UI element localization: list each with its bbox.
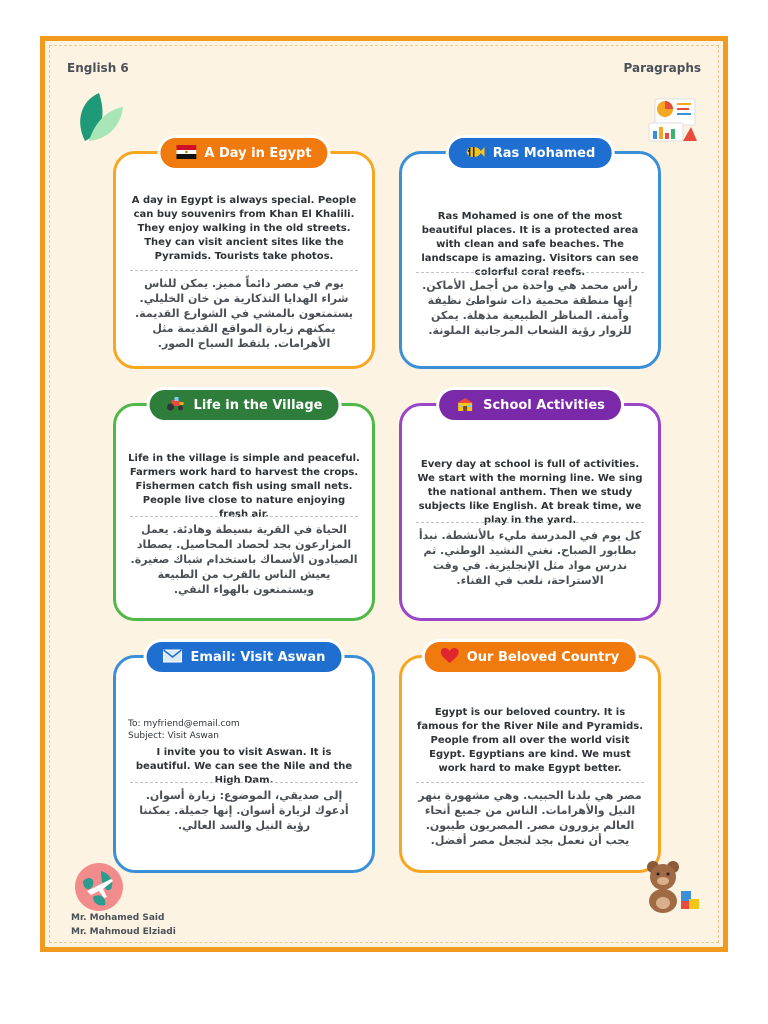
egypt-flag-icon xyxy=(176,145,196,162)
school-icon xyxy=(455,397,475,414)
english-paragraph: Life in the village is simple and peaceful. Farmers work hard to harvest the crops. Fishermen catch fish using small nets. People live close to nature enjoying fresh air. xyxy=(128,453,360,520)
email-subject: Subject: Visit Aswan xyxy=(128,731,220,741)
email-icon xyxy=(163,649,183,666)
english-paragraph: I invite you to visit Aswan. It is beautiful. We can see the Nile and the High Dam. xyxy=(135,747,353,786)
subject-label: English 6 xyxy=(67,61,129,75)
fish-icon xyxy=(465,145,485,162)
card-title: Life in the Village xyxy=(193,397,323,413)
card-title: Ras Mohamed xyxy=(492,145,596,161)
card-school-activities xyxy=(399,397,661,621)
card-email-visit-aswan xyxy=(113,649,375,873)
worksheet-page xyxy=(40,36,728,952)
card-title-pill xyxy=(439,390,621,420)
dashed-divider xyxy=(416,522,644,523)
leaf-icon xyxy=(75,91,125,145)
english-paragraph: Every day at school is full of activities. We start with the morning line. We sing the national anthem. Then we study subjects like English. At break time, we play in the yard. xyxy=(417,459,643,526)
card-title-pill xyxy=(160,138,327,168)
card-title-pill xyxy=(449,138,612,168)
arabic-paragraph: الحياة في القرية بسيطة وهادئة. يعمل المزارعون بجد لحصاد المحاصيل. يصطاد الصيادون الأسماك باستخدام شباك صغيرة. يعيش الناس بالقرب من الطبيعة ويستمتعون بالهواء النقي. xyxy=(130,523,358,596)
arabic-paragraph: رأس محمد هي واحدة من أجمل الأماكن. إنها منطقة محمية ذات شواطئ نظيفة وآمنة. المناظر الطبيعية مذهلة. يمكن للزوار رؤية الشعاب المرجانية الملونة. xyxy=(422,279,638,337)
card-life-in-the-village xyxy=(113,397,375,621)
card-title: Email: Visit Aswan xyxy=(190,649,326,665)
heart-icon xyxy=(441,648,459,667)
english-paragraph: Ras Mohamed is one of the most beautiful places. It is a protected area with clean and safe beaches. The landscape is amazing. Visitors can see colorful coral reefs. xyxy=(421,211,639,278)
tractor-icon xyxy=(166,397,186,414)
arabic-paragraph: مصر هي بلدنا الحبيب. وهي مشهورة بنهر النيل والأهرامات. الناس من جميع أنحاء العالم يزورون مصر. المصريون طيبون. يجب أن نعمل بجد لنجعل مصر أفضل. xyxy=(418,789,642,847)
card-our-beloved-country xyxy=(399,649,661,873)
charts-icon xyxy=(647,93,699,143)
card-a-day-in-egypt xyxy=(113,145,375,369)
dashed-divider xyxy=(130,516,358,517)
dashed-divider xyxy=(416,782,644,783)
author-name-1: Mr. Mohamed Said xyxy=(71,913,165,923)
email-to: To: myfriend@email.com xyxy=(128,719,240,729)
arabic-paragraph: يوم في مصر دائماً مميز. يمكن للناس شراء الهدايا التذكارية من خان الخليلي. يستمتعون بالمشي في الشوارع القديمة. يمكنهم زيارة المواقع القديمة مثل الأهرامات. يلتقط السياح الصور. xyxy=(134,277,354,350)
card-title: A Day in Egypt xyxy=(204,145,312,161)
english-paragraph: Egypt is our beloved country. It is famous for the River Nile and Pyramids. People from all over the world visit Egypt. Egyptians are kind. We must work hard to make Egypt better. xyxy=(416,707,644,774)
arabic-paragraph: كل يوم في المدرسة مليء بالأنشطة. نبدأ بطابور الصباح. نغني النشيد الوطني. ثم ندرس مواد مثل الإنجليزية. في وقت الاستراحة، نلعب في الفناء. xyxy=(418,529,642,587)
card-ras-mohamed xyxy=(399,145,661,369)
card-title: School Activities xyxy=(483,397,605,413)
card-title-pill xyxy=(425,642,636,672)
english-paragraph: A day in Egypt is always special. People can buy souvenirs from Khan El Khalili. They enjoy walking in the old streets. They can visit ancient sites like the Pyramids. Tourists take photos. xyxy=(131,195,357,262)
teddy-bear-icon xyxy=(643,859,701,913)
section-label: Paragraphs xyxy=(623,61,701,75)
dashed-divider xyxy=(416,272,644,273)
card-title-pill xyxy=(150,390,339,420)
globe-plane-icon xyxy=(73,861,125,913)
card-title: Our Beloved Country xyxy=(466,649,620,665)
dashed-divider xyxy=(130,782,358,783)
dashed-divider xyxy=(130,270,358,271)
author-name-2: Mr. Mahmoud Elziadi xyxy=(71,927,176,937)
arabic-paragraph: إلى صديقي، الموضوع: زيارة أسوان. أدعوك لزيارة أسوان. إنها جميلة. يمكننا رؤية النيل والسد العالي. xyxy=(139,789,349,832)
card-title-pill xyxy=(147,642,342,672)
